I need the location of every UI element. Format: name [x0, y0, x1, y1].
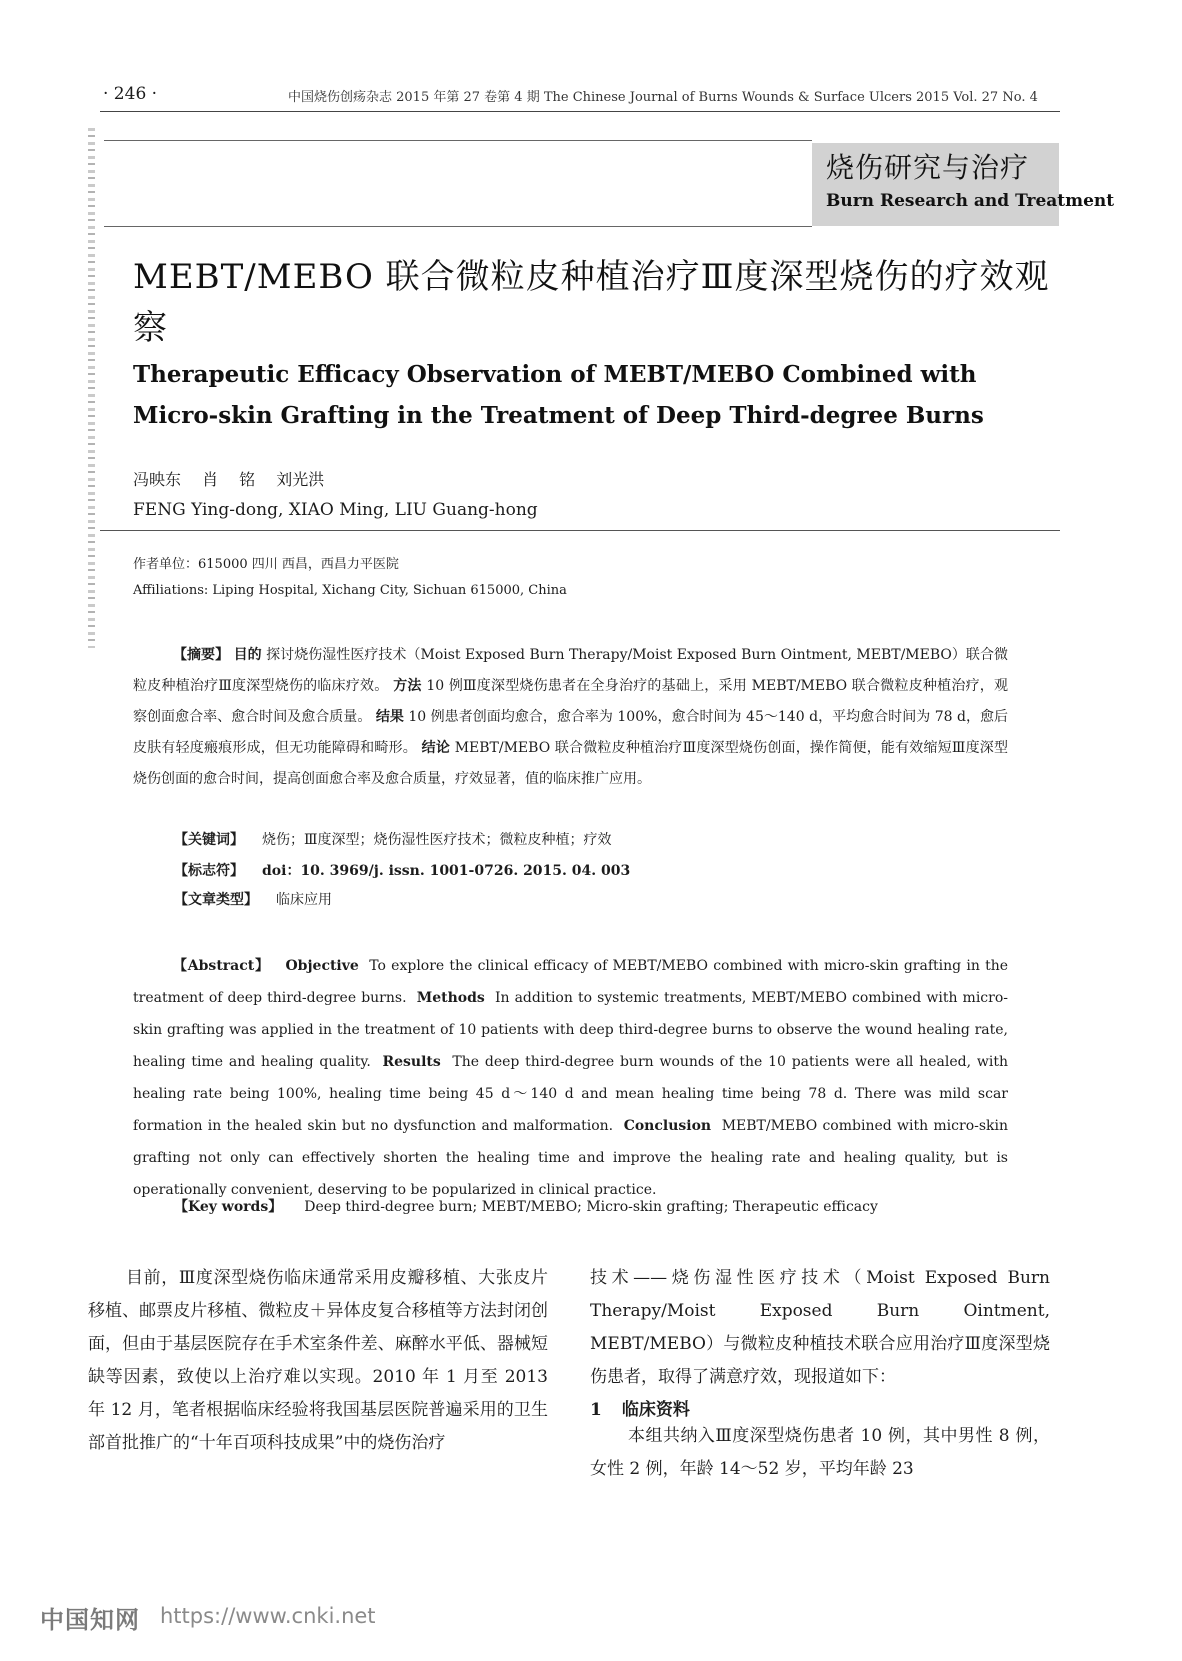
running-head: 中国烧伤创疡杂志 2015 年第 27 卷第 4 期 The Chinese Journal of Burns Wounds & Surface Ulcers 2015 Vol. 27 No. 4	[288, 90, 1038, 105]
conclusion-label-en: Conclusion	[623, 1118, 712, 1134]
abstract-cn	[133, 640, 1008, 795]
methods-label-en: Methods	[416, 990, 485, 1006]
body-text-right-section1: 本组共纳入Ⅲ度深型烧伤患者 10 例，其中男性 8 例，女性 2 例，年龄 14～52 岁，平均年龄 23	[590, 1426, 1050, 1479]
doi-line	[174, 860, 630, 880]
keywords-cn-value: 烧伤；Ⅲ度深型；烧伤湿性医疗技术；微粒皮种植；疗效	[262, 832, 612, 848]
objective-text-en: To explore the clinical efficacy of MEBT/MEBO combined with micro-skin grafting in the treatment of deep third-degree burns.	[133, 958, 1008, 1006]
methods-text-en: In addition to systemic treatments, MEBT/MEBO combined with micro-skin grafting was applied in the treatment of 10 patients with deep third-degree burns to observe the wound healing rate, healing time and healing quality.	[133, 990, 1008, 1070]
conclusion-text-cn: MEBT/MEBO 联合微粒皮种植治疗Ⅲ度深型烧伤创面，操作简便，能有效缩短Ⅲ度深型烧伤创面的愈合时间，提高创面愈合率及愈合质量，疗效显著，值的临床推广应用。	[133, 740, 1009, 787]
article-type-label: 【文章类型】	[174, 892, 258, 908]
objective-label-en: Objective	[285, 958, 359, 974]
section-title: 临床资料	[621, 1400, 690, 1420]
header-rule	[100, 111, 1060, 112]
objective-label-cn: 目的	[233, 647, 262, 663]
column-title-cn: 烧伤研究与治疗	[826, 151, 1030, 184]
page-number: · 246 ·	[103, 84, 158, 104]
conclusion-text-en: MEBT/MEBO combined with micro-skin grafting not only can effectively shorten the healing time and improve the healing rate and healing quality, but is operationally convenient, deserving to be popularized in clinical practice.	[133, 1118, 1009, 1198]
keywords-cn-label: 【关键词】	[174, 832, 244, 848]
article-title-cn: MEBT/MEBO 联合微粒皮种植治疗Ⅲ度深型烧伤的疗效观察	[133, 257, 1050, 348]
scan-artifact-strip	[88, 128, 95, 648]
article-type-line	[174, 889, 332, 909]
authors-cn: 冯映东 肖 铭 刘光洪	[133, 470, 325, 489]
abstract-en	[133, 950, 1008, 1206]
abstract-cn-label: 【摘要】	[173, 647, 230, 663]
cnki-logo: 中国知网	[40, 1606, 140, 1634]
column-title-en: Burn Research and Treatment	[826, 191, 1115, 211]
keywords-en-value: Deep third-degree burn; MEBT/MEBO; Micro-skin grafting; Therapeutic efficacy	[304, 1199, 878, 1215]
body-text-right: 技术——烧伤湿性医疗技术（Moist Exposed Burn Therapy/Moist Exposed Burn Ointment, MEBT/MEBO）与微粒皮种植技术联合应用治疗Ⅲ度深型烧伤患者，取得了满意疗效，现报道如下：	[590, 1268, 1050, 1387]
results-text-en: The deep third-degree burn wounds of the 10 patients were all healed, with healing rate being 100%, healing time being 45 d～140 d and mean healing time being 78 d. There was mild scar formation in the healed skin but no dysfunction and malformation.	[133, 1054, 1008, 1134]
keywords-en	[174, 1196, 878, 1216]
column-banner-bottom-rule	[104, 226, 812, 227]
keywords-cn	[174, 829, 612, 849]
results-label-en: Results	[382, 1054, 441, 1070]
keywords-en-label: 【Key words】	[174, 1199, 283, 1215]
authors-rule	[100, 530, 1060, 531]
doi-label: 【标志符】	[174, 863, 244, 879]
section-number: 1	[590, 1400, 602, 1420]
methods-text-cn: 10 例Ⅲ度深型烧伤患者在全身治疗的基础上，采用 MEBT/MEBO 联合微粒皮种植治疗，观察创面愈合率、愈合时间及愈合质量。	[133, 678, 1009, 725]
doi-value: doi：10. 3969/j. issn. 1001-0726. 2015. 04. 003	[262, 863, 631, 879]
results-label-cn: 结果	[375, 709, 404, 725]
methods-label-cn: 方法	[393, 678, 422, 694]
conclusion-label-cn: 结论	[421, 740, 451, 756]
abstract-en-label: 【Abstract】	[173, 958, 270, 974]
cnki-url: https://www.cnki.net	[160, 1604, 376, 1628]
article-type-value: 临床应用	[276, 892, 332, 908]
section-heading-1	[590, 1395, 690, 1420]
column-banner-top-rule	[104, 140, 812, 141]
authors-en: FENG Ying-dong, XIAO Ming, LIU Guang-hong	[133, 500, 538, 520]
article-title-en: Therapeutic Efficacy Observation of MEBT/MEBO Combined with Micro-skin Grafting in the Treatment of Deep Third-degree Burns	[133, 361, 984, 429]
affiliation-cn: 作者单位：615000 四川 西昌，西昌力平医院	[133, 557, 399, 572]
affiliation-en: Affiliations: Liping Hospital, Xichang City, Sichuan 615000, China	[133, 583, 567, 598]
body-text-left: 目前，Ⅲ度深型烧伤临床通常采用皮瓣移植、大张皮片移植、邮票皮片移植、微粒皮＋异体皮复合移植等方法封闭创面，但由于基层医院存在手术室条件差、麻醉水平低、器械短缺等因素，致使以上治疗难以实现。2010 年 1 月至 2013 年 12 月，笔者根据临床经验将我国基层医院普遍采用的卫生部首批推广的“十年百项科技成果”中的烧伤治疗	[88, 1268, 548, 1453]
results-text-cn: 10 例患者创面均愈合，愈合率为 100%，愈合时间为 45～140 d，平均愈合时间为 78 d，愈后皮肤有轻度瘢痕形成，但无功能障碍和畸形。	[133, 709, 1009, 756]
objective-text-cn: 探讨烧伤湿性医疗技术（Moist Exposed Burn Therapy/Moist Exposed Burn Ointment, MEBT/MEBO）联合微粒皮种植治疗Ⅲ度深型烧伤的临床疗效。	[133, 647, 1008, 694]
